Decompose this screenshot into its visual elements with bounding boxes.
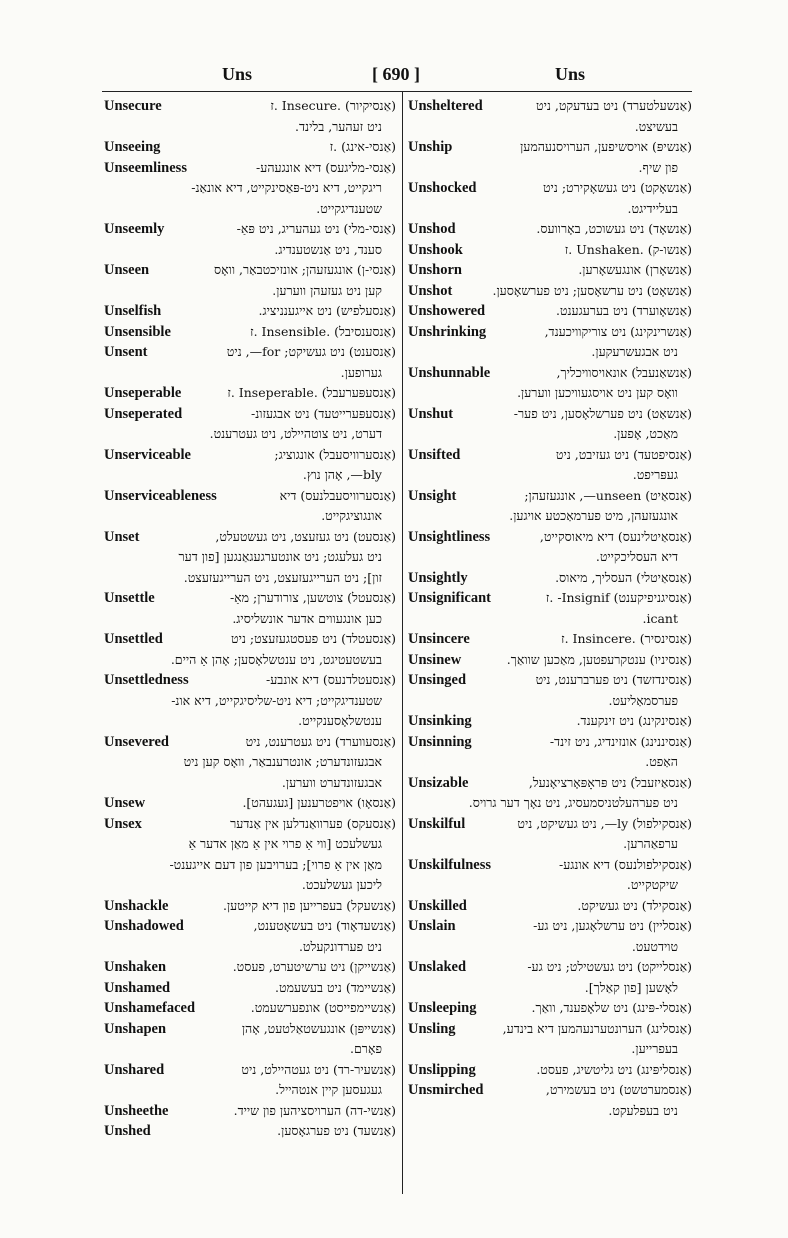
entry-definition: (אַנשעיר-רד) ניט געטהיילט, ניט	[241, 1061, 396, 1077]
entry-first-line	[104, 670, 396, 691]
entry-first-line	[408, 219, 692, 240]
entry-headword: Unslipping	[408, 1061, 476, 1078]
entry-first-line	[408, 301, 692, 322]
entry-first-line	[408, 260, 692, 281]
entry-first-line	[104, 814, 396, 835]
entry-headword: Unsifted	[408, 446, 461, 463]
entry-first-line	[104, 998, 396, 1019]
page-number: [ 690 ]	[372, 64, 420, 84]
entry-definition: (אַנסליין) ניט ערשלאָגען, ניט גע-	[533, 918, 692, 933]
entry-headword: Unsinking	[408, 713, 472, 729]
entry-first-line	[104, 137, 396, 158]
entry-continuation: זון]; ניט הערייגעזעצט, ניט הערייגעזעצט.	[183, 569, 382, 585]
entry-continuation: פאָרם.	[350, 1041, 382, 1056]
entry-headword: Unsex	[104, 815, 142, 832]
entry-definition: (אַנשאָט) ניט ערשאָסען; ניט פערשאָסען.	[492, 282, 692, 298]
entry-definition: (אַנסקילפול) ly—, ניט געשיקט, ניט	[517, 815, 692, 831]
entry-continuation: ערפאַהרען.	[623, 836, 678, 851]
entry-definition: (אַנסיקיור) .Insecure .ז	[270, 98, 396, 113]
dictionary-entry	[408, 957, 692, 998]
dictionary-entry	[408, 650, 692, 671]
dictionary-entry	[408, 281, 692, 302]
entry-headword: Unshadowed	[104, 918, 184, 934]
entry-definition: (אַנשיפּ) אויסשיפען, הערויסנעהמען	[520, 139, 692, 154]
entry-first-line	[408, 527, 692, 548]
dictionary-entry	[104, 629, 396, 670]
right-column	[408, 96, 692, 1196]
entry-definition: (אַנשעקל) בעפרייען פון דיא קייטען.	[222, 897, 396, 913]
dictionary-entry	[104, 260, 396, 301]
entry-first-line	[408, 732, 692, 753]
entry-definition: (אַנשרינקינג) ניט צוריקוויכענד,	[544, 323, 692, 339]
entry-definition: (אַנסאַיט) unseen—, אונגעזעהן;	[524, 487, 692, 503]
entry-first-line	[408, 670, 692, 691]
entry-headword: Unshrinking	[408, 323, 487, 340]
entry-definition: (אַנסינסיר) .Insincere .ז	[561, 631, 692, 646]
entry-first-line	[408, 363, 692, 384]
entry-headword: Unshook	[408, 241, 463, 258]
entry-first-line	[104, 588, 396, 609]
entry-first-line	[104, 793, 396, 814]
dictionary-entry	[408, 629, 692, 650]
entry-continuation: געגעסען קיין אנטהייל.	[275, 1082, 382, 1097]
entry-first-line	[408, 240, 692, 261]
entry-definition: (אַנסיננינג) אונזינדיג, ניט זינד-	[549, 733, 692, 749]
entry-first-line	[104, 322, 396, 343]
entry-definition: (אַנסליפּינג) ניט גליטשיג, פעסט.	[536, 1061, 692, 1077]
entry-headword: Unshorn	[408, 262, 462, 278]
entry-headword: Unskilled	[408, 897, 467, 914]
entry-definition: (אַנסענסיבל) .Insensible .ז	[250, 323, 396, 339]
entry-first-line	[104, 1101, 396, 1122]
entry-continuation: icant.	[642, 610, 678, 626]
entry-headword: Unsincere	[408, 631, 470, 647]
entry-first-line	[408, 957, 692, 978]
entry-definition: (אַנשייפּן) אונגעשטאַלטעט, אָהן	[241, 1020, 396, 1036]
dictionary-entry	[408, 527, 692, 568]
entry-first-line	[104, 527, 396, 548]
entry-definition: (אַנסינדזשד) ניט פערברענט, ניט	[535, 672, 692, 687]
dictionary-entry	[104, 896, 396, 917]
entry-headword: Unshaken	[104, 959, 167, 975]
dictionary-entry	[408, 322, 692, 363]
dictionary-entry	[408, 588, 692, 629]
entry-definition: (אַנסיגניפיקענט) Insignif- .ז	[545, 590, 692, 605]
entry-headword: Unsheltered	[408, 98, 483, 114]
dictionary-entry	[408, 711, 692, 732]
dictionary-entry	[408, 1019, 692, 1060]
entry-headword: Unsensible	[104, 323, 171, 340]
entry-continuation: ריגקייט, דיא ניט-פּאַסינקייט, דיא אונאַנ-	[191, 180, 382, 195]
entry-headword: Unsettledness	[104, 672, 189, 688]
entry-first-line	[104, 445, 396, 466]
dictionary-entry	[104, 322, 396, 343]
entry-definition: (אַנסמערטשט) ניט בעשמירט,	[545, 1082, 692, 1097]
guide-word-left: Uns	[222, 64, 253, 84]
entry-first-line	[408, 855, 692, 876]
entry-headword: Unselfish	[104, 303, 162, 319]
entry-definition: (אַנסעלפיש) ניט אייגענניציג.	[258, 303, 396, 318]
dictionary-entry	[408, 916, 692, 957]
dictionary-entry	[408, 732, 692, 773]
entry-headword: Unsizable	[408, 774, 469, 791]
entry-continuation: לאָשען [פון קאַלך].	[584, 979, 678, 995]
dictionary-entry	[104, 978, 396, 999]
dictionary-entry	[104, 404, 396, 445]
entry-continuation: ניט אבגעשרעקען.	[591, 344, 678, 359]
entry-continuation: מאַכט, אָפען.	[613, 426, 678, 441]
entry-continuation: אונגוציגקייט.	[321, 508, 382, 523]
entry-continuation: קען ניט געזעהן ווערען.	[272, 282, 382, 298]
entry-headword: Unsinew	[408, 651, 462, 668]
entry-continuation: ניט פערדונקעלט.	[298, 938, 382, 954]
entry-first-line	[104, 158, 396, 179]
entry-headword: Unshot	[408, 282, 453, 299]
dictionary-entry	[104, 1019, 396, 1060]
entry-first-line	[408, 916, 692, 937]
dictionary-entry	[104, 793, 396, 814]
entry-continuation: וואָס קען ניט אויסגעוויכען ווערען.	[517, 385, 678, 400]
entry-continuation: bly—, אָהן נוץ.	[302, 467, 382, 482]
entry-headword: Unshapen	[104, 1020, 167, 1037]
entry-first-line	[104, 486, 396, 507]
entry-continuation: טוידטעט.	[631, 938, 678, 954]
entry-continuation: כען אונגעווים אדער אונשליסיג.	[232, 610, 382, 626]
entry-first-line	[408, 96, 692, 117]
entry-continuation: ניט זעהער, בלינד.	[295, 118, 382, 134]
entry-continuation: דערט, ניט צוטהיילט, ניט געטרענט.	[209, 426, 382, 441]
dictionary-entry	[408, 1060, 692, 1081]
entry-definition: (אַנסעטל) צוטשען, צורודערן; מאַ-	[229, 590, 396, 605]
entry-continuation: שטענדיגקייט; דיא ניט-שליסיגקייט, דיא אונ-	[171, 692, 382, 708]
dictionary-entry	[408, 363, 692, 404]
entry-first-line	[408, 711, 692, 732]
dictionary-entry	[104, 445, 396, 486]
dictionary-entry	[408, 486, 692, 527]
entry-definition: (אַנשייקן) ניט ערשיטערט, פעסט.	[232, 959, 396, 974]
entry-continuation: האַפט.	[645, 754, 678, 769]
entry-first-line	[104, 219, 396, 240]
entry-continuation: בעליידיגט.	[627, 200, 678, 216]
dictionary-entry	[104, 96, 396, 137]
dictionary-entry	[408, 855, 692, 896]
entry-continuation: שטענדיגקייט.	[316, 200, 382, 216]
entry-continuation: געפּריפט.	[632, 467, 678, 482]
entry-first-line	[104, 896, 396, 917]
entry-first-line	[104, 957, 396, 978]
entry-definition: (אַנשאָד) ניט געשוכט, באָרוועס.	[536, 221, 692, 236]
dictionary-entry	[408, 568, 692, 589]
entry-continuation: געשלעכט [ווי אַ פרוי אין אַ מאַן אדער אַ	[188, 836, 382, 851]
entry-definition: (אַנשו-ק) .Unshaken .ז	[564, 241, 692, 257]
entry-headword: Unsettled	[104, 631, 163, 647]
entry-headword: Unseperable	[104, 385, 182, 401]
entry-definition: (אַנסלינג) הערונטערנעהמען דיא בינדע,	[502, 1020, 692, 1036]
entry-definition: (אַנסאַיזעבל) ניט פּראָפּאָרציאָנעל,	[528, 774, 692, 790]
entry-first-line	[104, 1019, 396, 1040]
guide-word-right: Uns	[555, 64, 586, 84]
entry-first-line	[408, 486, 692, 507]
entry-first-line	[408, 178, 692, 199]
entry-definition: (אַנסלי-פּינג) ניט שלאָפענד, וואַך.	[531, 1000, 692, 1015]
entry-headword: Unskilful	[408, 815, 466, 832]
entry-definition: (אַנסי-אינג) .ז	[329, 139, 396, 154]
dictionary-entry	[104, 670, 396, 732]
dictionary-entry	[408, 998, 692, 1019]
entry-definition: (אַנשאָרן) אונגעשאָרען.	[578, 262, 692, 277]
entry-headword: Unslain	[408, 918, 456, 934]
entry-first-line	[408, 1019, 692, 1040]
entry-first-line	[104, 978, 396, 999]
entry-headword: Unshared	[104, 1061, 165, 1078]
entry-first-line	[408, 137, 692, 158]
entry-headword: Unskilfulness	[408, 856, 492, 873]
entry-continuation: ניט געלעגט; ניט אונטערגעגאַנגען [פון דער	[178, 549, 382, 564]
entry-headword: Unsignificant	[408, 590, 491, 606]
entry-first-line	[104, 1121, 396, 1142]
entry-headword: Unshod	[408, 221, 456, 237]
entry-headword: Unshamed	[104, 979, 171, 996]
entry-definition: (אַנסענט) ניט געשיקט; for—, ניט	[226, 344, 396, 359]
entry-first-line	[104, 732, 396, 753]
entry-headword: Unset	[104, 528, 140, 545]
entry-definition: (אַנסיפטעד) ניט געזיבט, ניט	[555, 446, 692, 462]
entry-first-line	[408, 281, 692, 302]
entry-first-line	[408, 1080, 692, 1101]
dictionary-entry	[408, 814, 692, 855]
entry-definition: (אַנסאַיטלי) העסליך, מיאוס.	[555, 569, 692, 585]
dictionary-entry	[408, 260, 692, 281]
entry-headword: Unshut	[408, 405, 454, 422]
entry-headword: Unsinning	[408, 733, 472, 750]
entry-first-line	[408, 588, 692, 609]
dictionary-entry	[408, 301, 692, 322]
dictionary-entry	[104, 1060, 396, 1101]
entry-headword: Unshed	[104, 1123, 151, 1139]
entry-first-line	[408, 896, 692, 917]
entry-headword: Unseemly	[104, 221, 165, 237]
running-header	[0, 60, 788, 90]
entry-continuation: ניט פערהעלטניסמעסיג, ניט נאָך דער גרויס.	[468, 795, 678, 810]
entry-headword: Unseperated	[104, 405, 183, 422]
entry-headword: Unshunnable	[408, 364, 491, 381]
dictionary-entry	[408, 96, 692, 137]
entry-first-line	[104, 260, 396, 281]
entry-headword: Unsleeping	[408, 1000, 477, 1016]
dictionary-entry	[104, 137, 396, 158]
entry-first-line	[104, 1060, 396, 1081]
entry-first-line	[104, 404, 396, 425]
dictionary-entry	[104, 957, 396, 978]
entry-definition: (אַנסי-ן) אונגעזעהן; אונזיכטבאַר, וואָס	[214, 262, 396, 277]
entry-definition: (אַנסעווערד) ניט געטרענט, ניט	[245, 733, 396, 749]
entry-first-line	[104, 342, 396, 363]
entry-definition: (אַנסעטלד) ניט פעסטגעזעצט; ניט	[231, 631, 396, 646]
entry-first-line	[104, 301, 396, 322]
entry-definition: (אַנסי-מליגעס) דיא אונגעהע-	[256, 159, 396, 175]
entry-headword: Unshocked	[408, 180, 477, 196]
entry-definition: (אַנסערוויסעבל) אונגוציג;	[274, 446, 396, 462]
dictionary-entry	[104, 814, 396, 896]
column-divider	[402, 92, 403, 1194]
entry-headword: Unsew	[104, 795, 146, 811]
dictionary-entry	[104, 383, 396, 404]
entry-continuation: בעפרייען.	[631, 1041, 678, 1056]
entry-continuation: ליכען געשלעכט.	[301, 877, 382, 892]
entry-continuation: מאַן אין אַ פרוי]; בערויבען פון דעם אייגענט-	[169, 856, 382, 872]
entry-first-line	[408, 773, 692, 794]
entry-definition: (אַנסאָו) אויפטרענען [געגעהט].	[242, 795, 396, 810]
dictionary-entry	[408, 773, 692, 814]
entry-continuation: ענטשלאָסענקייט.	[298, 713, 382, 728]
dictionary-entry	[104, 1121, 396, 1142]
entry-first-line	[408, 629, 692, 650]
dictionary-entry	[104, 916, 396, 957]
entry-headword: Unseemliness	[104, 159, 187, 176]
entry-continuation: דיא העסליכקייט.	[595, 549, 678, 564]
entry-first-line	[408, 445, 692, 466]
entry-definition: (אַנשעדאָוד) ניט בעשאָטענט,	[253, 918, 396, 933]
dictionary-entry	[104, 1101, 396, 1122]
dictionary-entry	[104, 527, 396, 589]
entry-headword: Unseeing	[104, 139, 161, 155]
left-column	[104, 96, 396, 1196]
dictionary-entry	[408, 240, 692, 261]
entry-first-line	[104, 383, 396, 404]
entry-continuation: אבגעזונדערט; אונטרענבאַר, וואָס קען ניט	[183, 754, 382, 769]
entry-headword: Unserviceableness	[104, 487, 217, 504]
entry-definition: (אַנשעד) ניט פערגאָסען.	[277, 1123, 396, 1138]
entry-definition: (אַנסאַיטלינעס) דיא מיאוסקייט,	[539, 528, 692, 544]
entry-headword: Unsightly	[408, 569, 468, 586]
entry-definition: (אַנשעלטערד) ניט בעדעקט, ניט	[536, 98, 692, 113]
entry-definition: (אַנשי-דה) הערויסציהען פון שייד.	[233, 1102, 396, 1118]
entry-definition: (אַנשאָקט) ניט געשאָקירט; ניט	[542, 180, 692, 195]
dictionary-entry	[408, 1080, 692, 1121]
entry-headword: Unship	[408, 139, 453, 155]
entry-headword: Unsightliness	[408, 528, 491, 545]
entry-definition: (אַנסיניו) ענטקרעפטען, מאַכען שוואַך.	[506, 651, 692, 667]
entry-first-line	[408, 1060, 692, 1081]
entry-first-line	[104, 629, 396, 650]
entry-first-line	[408, 322, 692, 343]
entry-headword: Unsettle	[104, 590, 155, 606]
entry-continuation: פון שיף.	[638, 159, 678, 175]
entry-definition: (אַנשיימד) ניט בעשעמט.	[275, 979, 396, 995]
entry-definition: (אַנשאַט) ניט פערשלאָסען, ניט פער-	[513, 405, 692, 421]
dictionary-entry	[104, 732, 396, 794]
entry-headword: Unsevered	[104, 733, 169, 750]
dictionary-entry	[408, 178, 692, 219]
entry-continuation: סענד, ניט אַנשטענדיג.	[274, 241, 382, 257]
entry-definition: (אַנסעפּערייטעד) ניט אבגעזונ-	[251, 405, 396, 421]
entry-first-line	[104, 96, 396, 117]
dictionary-entry	[104, 219, 396, 260]
dictionary-entry	[408, 137, 692, 178]
entry-definition: (אַנסעפּערעבל) .Inseperable .ז	[227, 385, 396, 400]
entry-headword: Unsecure	[104, 98, 162, 114]
entry-definition: (אַנסקילד) ניט געשיקט.	[577, 897, 692, 913]
entry-continuation: גערופען.	[340, 364, 382, 380]
dictionary-entry	[104, 998, 396, 1019]
entry-first-line	[408, 650, 692, 671]
entry-continuation: ניט בעפלעקט.	[608, 1102, 678, 1118]
entry-continuation: אונגעזעהן, מיט פערמאַכטע אויגען.	[509, 508, 678, 523]
entry-definition: (אַנסלייקט) ניט געשטילט; ניט גע-	[527, 959, 692, 974]
entry-continuation: אבגעזונדערט ווערען.	[281, 774, 382, 790]
entry-continuation: בעשיצט.	[634, 118, 678, 134]
dictionary-entry	[104, 588, 396, 629]
entry-headword: Unsight	[408, 487, 457, 504]
dictionary-entry	[104, 486, 396, 527]
entry-continuation: פערסמאַליעט.	[608, 692, 678, 708]
entry-headword: Unsinged	[408, 672, 467, 688]
dictionary-entry	[408, 896, 692, 917]
entry-definition: (אַנסעקס) פערוואַנדלען אין אַנדער	[230, 815, 396, 831]
entry-headword: Unseen	[104, 262, 150, 278]
entry-headword: Unshamefaced	[104, 1000, 196, 1016]
dictionary-entry	[408, 670, 692, 711]
dictionary-entry	[104, 342, 396, 383]
entry-definition: (אַנשאַנעבל) אונאויסוויכליך,	[556, 364, 692, 380]
entry-definition: (אַנסעטלדנעס) דיא אונבע-	[266, 672, 396, 687]
entry-definition: (אַנסערוויסעבלנעס) דיא	[279, 487, 396, 503]
entry-first-line	[408, 998, 692, 1019]
entry-headword: Unsent	[104, 344, 148, 360]
entry-continuation: שיקטקייט.	[626, 877, 678, 892]
entry-headword: Unslaked	[408, 959, 467, 975]
entry-headword: Unsling	[408, 1020, 456, 1037]
entry-definition: (אַנסינקינג) ניט זינקענד.	[576, 713, 692, 728]
entry-definition: (אַנסעט) ניט געזעצט, ניט געשטעלט,	[215, 528, 396, 544]
entry-definition: (אַנסקילפולנעס) דיא אונגע-	[558, 856, 692, 872]
entry-definition: (אַנסי-מלי) ניט געהעריג, ניט פּאַ-	[236, 221, 396, 236]
entry-first-line	[104, 916, 396, 937]
entry-headword: Unserviceable	[104, 446, 191, 463]
entry-definition: (אַנשאָוערד) ניט בערעגענט.	[555, 303, 692, 318]
dictionary-entry	[408, 445, 692, 486]
entry-headword: Unshowered	[408, 303, 486, 319]
dictionary-entry	[104, 301, 396, 322]
entry-first-line	[408, 404, 692, 425]
header-rule	[102, 91, 692, 92]
entry-headword: Unshackle	[104, 897, 169, 914]
entry-headword: Unsheethe	[104, 1102, 169, 1119]
entry-first-line	[408, 568, 692, 589]
entry-definition: (אַנשיימפייסט) אונפערשעמט.	[250, 1000, 396, 1015]
dictionary-entry	[408, 404, 692, 445]
entry-first-line	[408, 814, 692, 835]
dictionary-entry	[408, 219, 692, 240]
entry-continuation: בעשטעטיגט, ניט ענטשלאָסען; אָהן אַ היים.	[170, 651, 382, 667]
entry-headword: Unsmirched	[408, 1082, 484, 1098]
dictionary-entry	[104, 158, 396, 220]
